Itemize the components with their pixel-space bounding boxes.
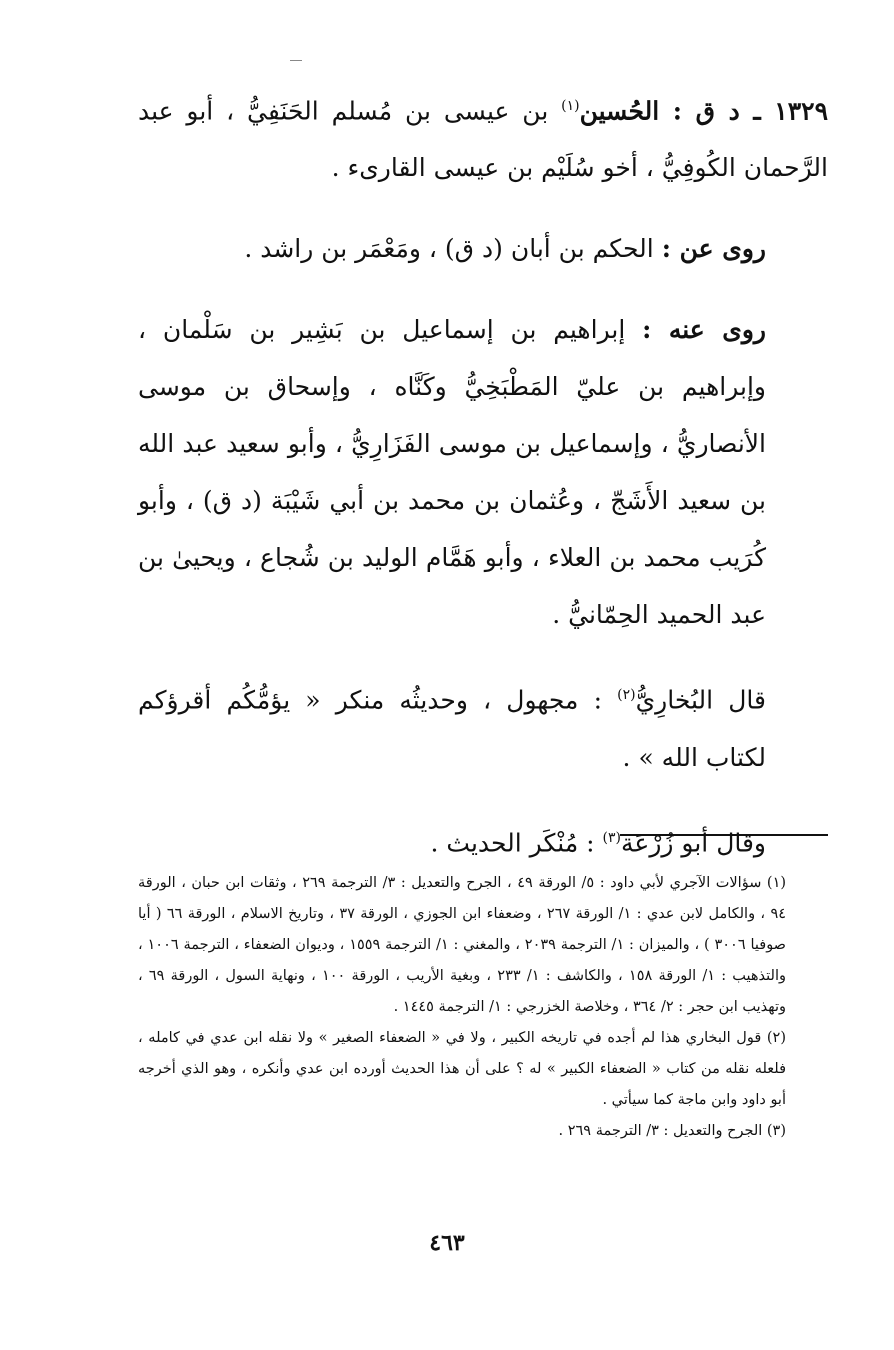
- zura-post: : مُنْكَر الحديث .: [430, 827, 603, 857]
- abu-zura-statement: [138, 810, 828, 871]
- footnote-ref-2: (٢): [617, 687, 636, 704]
- zura-pre: وقال أبو زُرْعَة: [621, 827, 766, 857]
- entry-number-and-name: ١٣٢٩ ـ د ق : الحُسين: [579, 96, 828, 126]
- bukhari-post: : مجهول ، وحديثُه منكر « يؤمُّكُم أقرؤكم لكتاب الله » .: [138, 685, 766, 772]
- footnote-3: (٣) الجرح والتعديل : ٣/ الترجمة ٢٦٩ .: [558, 1123, 786, 1139]
- narrated-by-text: إبراهيم بن إسماعيل بن بَشِير بن سَلْمان ، وإبراهيم بن عليّ المَطْبَخِيُّ وكَنَّاه ، وإسحاق بن موسى الأنصاريُّ ، وإسماعيل بن موسى الفَزَارِيُّ ، وأبو سعيد عبد الله بن سعيد الأَشَجّ ، وعُثمان بن محمد بن أبي شَيْبَة (د ق) ، وأبو كُرَيب محمد بن العلاء ، وأبو هَمَّام الوليد بن شُجاع ، ويحيىٰ بن عبد الحميد الحِمّانيُّ .: [138, 315, 766, 630]
- footnote-ref-3: (٣): [602, 829, 622, 846]
- bukhari-pre: قال البُخارِيُّ: [635, 685, 766, 715]
- bukhari-statement: [138, 667, 828, 785]
- footnote-ref-1: (١): [561, 98, 580, 114]
- narrated-from: [138, 220, 828, 277]
- narrated-by-label: روى عنه :: [642, 315, 767, 345]
- footnote-1: (١) سؤالات الآجري لأبي داود : ٥/ الورقة ٤٩ ، الجرح والتعديل : ٣/ الترجمة ٢٦٩ ، وثقات ابن حبان ، الورقة ٩٤ ، والكامل لابن عدي : ١/ الورقة ٢٦٧ ، وضعفاء ابن الجوزي ، الورقة ٣٧ ، وتاريخ الاسلام ، الورقة ٦٦ ( أيا صوفيا ٣٠٠٦ ) ، والميزان : ١/ الترجمة ٢٠٣٩ ، والمغني : ١/ الترجمة ١٥٥٩ ، وديوان الضعفاء ، الترجمة ١٠٠٦ ، والتذهيب : ١/ الورقة ١٥٨ ، والكاشف : ١/ ٢٣٣ ، وبغية الأريب ، الورقة ١٠٠ ، ونهاية السول ، الورقة ٦٩ ، وتهذيب ابن حجر : ٢/ ٣٦٤ ، وخلاصة الخزرجي : ١/ الترجمة ١٤٤٥ .: [138, 875, 787, 1015]
- footnote-separator: [620, 834, 828, 836]
- footnote-2: (٢) قول البخاري هذا لم أجده في تاريخه الكبير ، ولا في « الضعفاء الصغير » ولا نقله ابن عدي في كامله ، فلعله نقله من كتاب « الضعفاء الكبير » له ؟ على أن هذا الحديث أورده ابن عدي وأنكره ، وهو الذي أخرجه أبو داود وابن ماجة كما سيأتي .: [138, 1030, 786, 1108]
- entry-header-rest: بن عيسى بن مُسلم الحَنَفِيُّ ، أبو عبد الرَّحمان الكُوفِيُّ ، أخو سُلَيْم بن عيسى القارىء .: [138, 96, 828, 183]
- narrated-from-label: روى عن :: [661, 234, 766, 264]
- page-number: ٤٦٣: [429, 1230, 465, 1256]
- biography-entry: [138, 78, 828, 871]
- entry-header: [138, 78, 828, 196]
- printer-mark: [290, 60, 302, 61]
- narrated-by: [138, 301, 828, 643]
- footnotes: [138, 868, 828, 1147]
- narrated-from-text: الحكم بن أبان (د ق) ، ومَعْمَر بن راشد .: [244, 234, 662, 264]
